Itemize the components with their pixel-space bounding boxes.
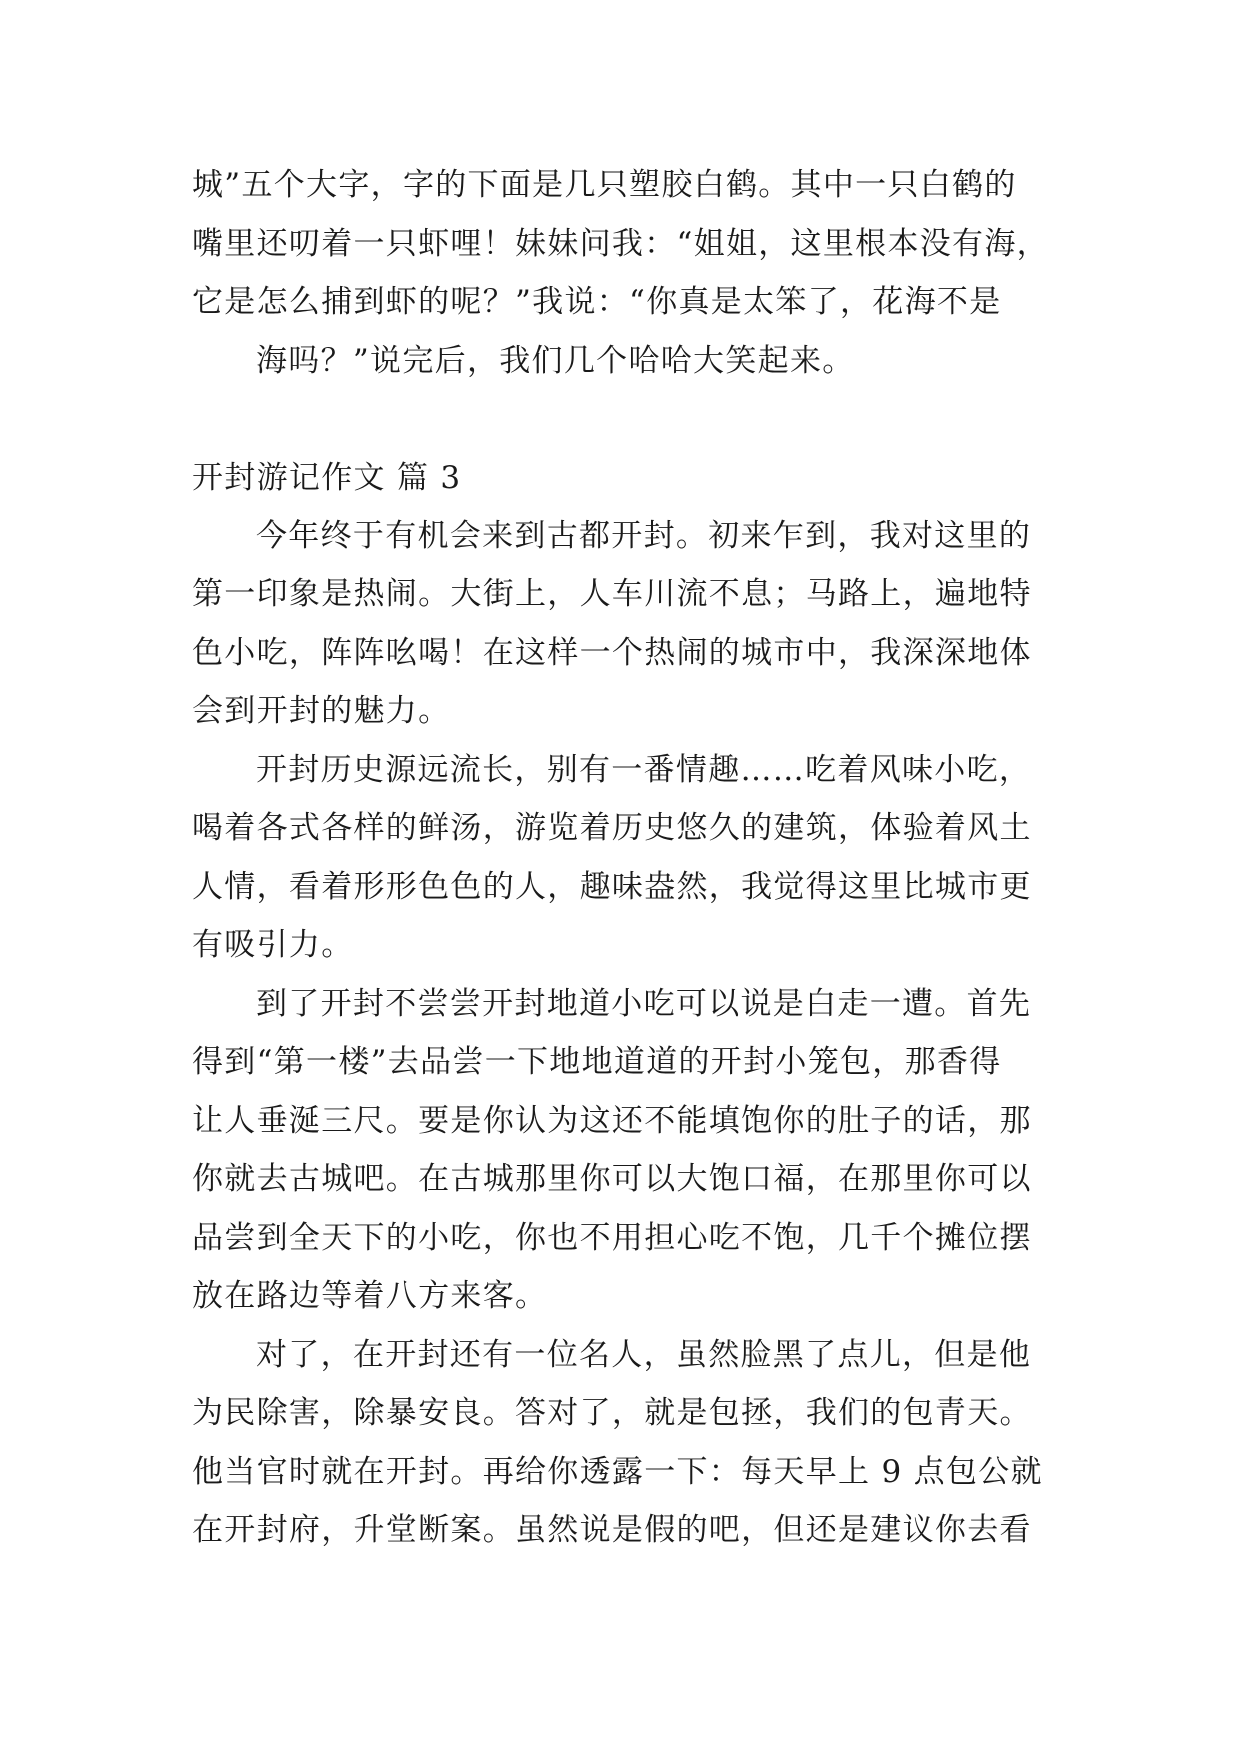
paragraph-1-line-1: 今年终于有机会来到古都开封。初来乍到，我对这里的 <box>256 518 1032 554</box>
paragraph-1-line-3: 色小吃，阵阵吆喝！在这样一个热闹的城市中，我深深地体 <box>192 635 1032 671</box>
paragraph-2-line-3: 人情，看着形形色色的人，趣味盎然，我觉得这里比城市更 <box>192 869 1032 905</box>
paragraph-4-line-4: 在开封府，升堂断案。虽然说是假的吧，但还是建议你去看 <box>192 1512 1032 1548</box>
paragraph-2-line-4: 有吸引力。 <box>192 927 354 963</box>
intro-line-1: 城”五个大字，字的下面是几只塑胶白鹤。其中一只白鹤的 <box>192 167 1017 203</box>
paragraph-3-line-3: 让人垂涎三尺。要是你认为这还不能填饱你的肚子的话，那 <box>192 1103 1032 1139</box>
paragraph-2-line-1: 开封历史源远流长，别有一番情趣……吃着风味小吃， <box>256 752 1032 788</box>
paragraph-4-line-3: 他当官时就在开封。再给你透露一下：每天早上 9 点包公就 <box>192 1454 1043 1490</box>
paragraph-1-line-4: 会到开封的魅力。 <box>192 693 451 729</box>
paragraph-3-line-6: 放在路边等着八方来客。 <box>192 1278 548 1314</box>
intro-line-3: 它是怎么捕到虾的呢？”我说：“你真是太笨了，花海不是 <box>192 284 1002 320</box>
paragraph-3-line-5: 品尝到全天下的小吃，你也不用担心吃不饱，几千个摊位摆 <box>192 1220 1032 1256</box>
intro-line-4: 海吗？”说完后，我们几个哈哈大笑起来。 <box>256 343 855 379</box>
paragraph-3-line-4: 你就去古城吧。在古城那里你可以大饱口福，在那里你可以 <box>192 1161 1032 1197</box>
paragraph-2-line-2: 喝着各式各样的鲜汤，游览着历史悠久的建筑，体验着风土 <box>192 810 1032 846</box>
paragraph-3-line-2: 得到“第一楼”去品尝一下地地道道的开封小笼包，那香得 <box>192 1044 1002 1080</box>
paragraph-4-line-1: 对了，在开封还有一位名人，虽然脸黑了点儿，但是他 <box>256 1337 1032 1373</box>
paragraph-4-line-2: 为民除害，除暴安良。答对了，就是包拯，我们的包青天。 <box>192 1395 1032 1431</box>
paragraph-3-line-1: 到了开封不尝尝开封地道小吃可以说是白走一遭。首先 <box>256 986 1032 1022</box>
paragraph-1-line-2: 第一印象是热闹。大街上，人车川流不息；马路上，遍地特 <box>192 576 1032 612</box>
intro-line-2: 嘴里还叨着一只虾哩！妹妹问我：“姐姐，这里根本没有海， <box>192 226 1049 262</box>
section-title: 开封游记作文 篇 3 <box>192 460 462 496</box>
